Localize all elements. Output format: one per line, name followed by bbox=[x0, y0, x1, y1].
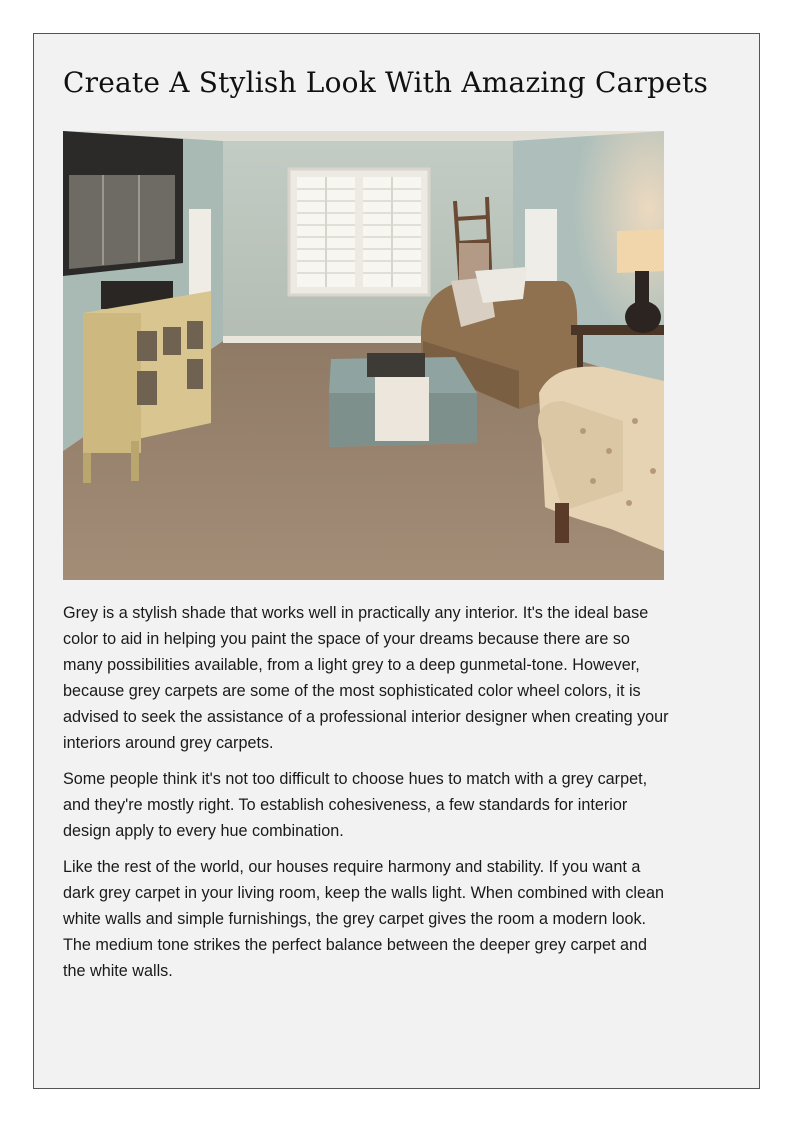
living-room-photo bbox=[63, 131, 664, 580]
article-body bbox=[63, 600, 670, 994]
article-title: Create A Stylish Look With Amazing Carpets bbox=[63, 66, 709, 99]
paragraph-2: Some people think it's not too difficult to choose hues to match with a grey carpet, and they're mostly right. To establish cohesiveness, a few standards for interior design apply to every hue combination. bbox=[63, 770, 648, 840]
paragraph-3: Like the rest of the world, our houses require harmony and stability. If you want a dark grey carpet in your living room, keep the walls light. When combined with clean white walls and simple furnishings, the grey carpet gives the room a modern look. The medium tone strikes the perfect balance between the deeper grey carpet and the white walls. bbox=[63, 858, 665, 980]
paragraph-1: Grey is a stylish shade that works well in practically any interior. It's the ideal base color to aid in helping you paint the space of your dreams because there are so many possibilities available, from a light grey to a deep gunmetal-tone. However, because grey carpets are some of the most sophisticated color wheel colors, it is advised to seek the assistance of a professional interior designer when creating your interiors around grey carpets. bbox=[63, 604, 669, 752]
